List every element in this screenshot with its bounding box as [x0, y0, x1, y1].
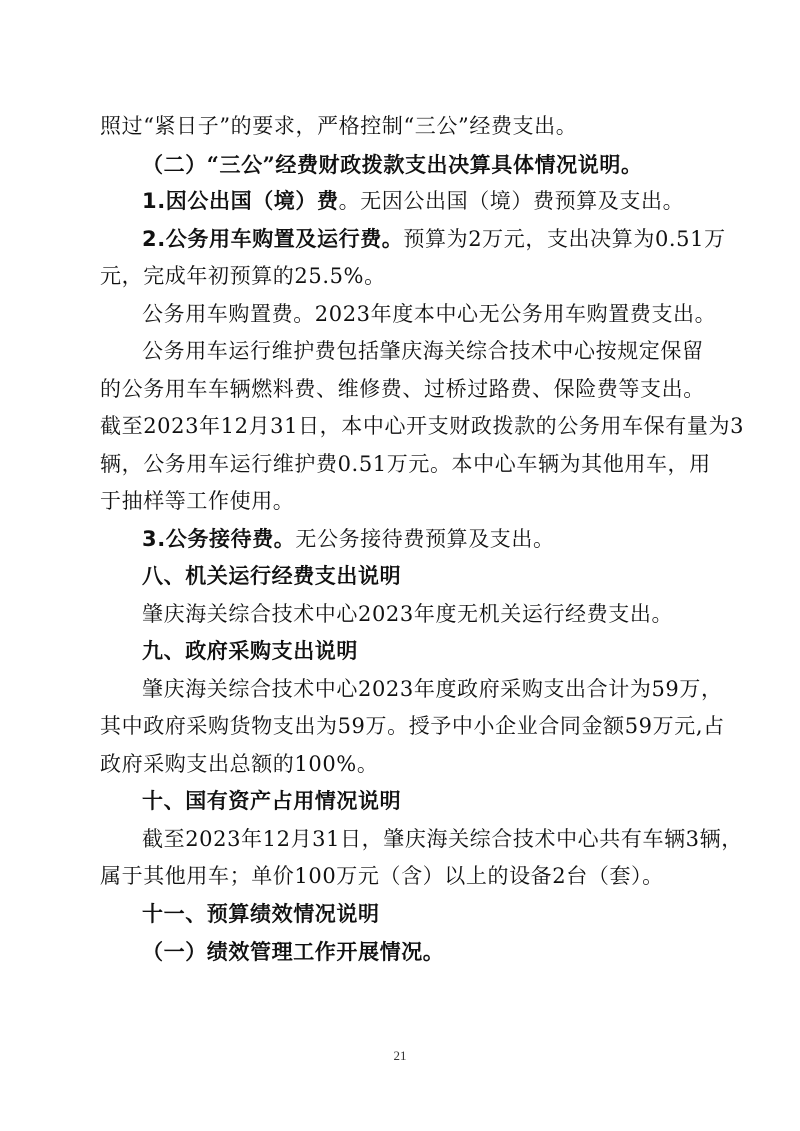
section-heading: （一）绩效管理工作开展情况。 — [142, 939, 445, 964]
page-number: 21 — [393, 1048, 407, 1063]
item-heading: 3.公务接待费。 — [142, 526, 296, 551]
section-heading: （二）“三公”经费财政拨款支出决算具体情况说明。 — [142, 151, 643, 177]
page-content — [100, 108, 745, 971]
text-line: 肇庆海关综合技术中心2023年度政府采购支出合计为59万， — [142, 676, 723, 701]
text-line — [100, 183, 706, 221]
item-text: 无公务接待费预算及支出。 — [295, 526, 555, 551]
item-text: 预算为2万元，支出决算为0.51万 — [403, 226, 726, 251]
text-line: 公务用车购置费。2023年度本中心无公务用车购置费支出。 — [142, 301, 717, 326]
text-line: 属于其他用车；单价100万元（含）以上的设备2台（套）。 — [100, 864, 664, 888]
text-line: 肇庆海关综合技术中心2023年度无机关运行经费支出。 — [142, 601, 674, 626]
text-line: 元，完成年初预算的25.5%。 — [100, 264, 386, 288]
text-line — [100, 521, 706, 559]
text-line: 于抽样等工作使用。 — [100, 489, 295, 513]
text-line: 其中政府采购货物支出为59万。授予中小企业合同金额59万元,占 — [100, 714, 725, 738]
text-line — [100, 221, 726, 259]
text-line: 辆，公务用车运行维护费0.51万元。本中心车辆为其他用车，用 — [100, 451, 711, 476]
text-line: 的公务用车车辆燃料费、维修费、过桥过路费、保险费等支出。 — [100, 376, 705, 401]
item-text: 。无因公出国（境）费预算及支出。 — [338, 189, 685, 213]
text-line: 公务用车运行维护费包括肇庆海关综合技术中心按规定保留 — [142, 339, 704, 363]
text-line: 政府采购支出总额的100%。 — [100, 751, 379, 776]
section-heading: 十、国有资产占用情况说明 — [142, 789, 402, 813]
item-heading: 1.因公出国（境）费 — [142, 189, 339, 213]
text-line: 截至2023年12月31日，肇庆海关综合技术中心共有车辆3辆， — [142, 826, 743, 851]
section-heading: 八、机关运行经费支出说明 — [142, 564, 402, 588]
text-line: 截至2023年12月31日，本中心开支财政拨款的公务用车保有量为3 — [100, 414, 745, 438]
text-line: 照过“紧日子”的要求，严格控制“三公”经费支出。 — [100, 114, 578, 138]
item-heading: 2.公务用车购置及运行费。 — [142, 226, 404, 251]
section-heading: 九、政府采购支出说明 — [142, 639, 358, 663]
section-heading: 十一、预算绩效情况说明 — [142, 901, 380, 926]
